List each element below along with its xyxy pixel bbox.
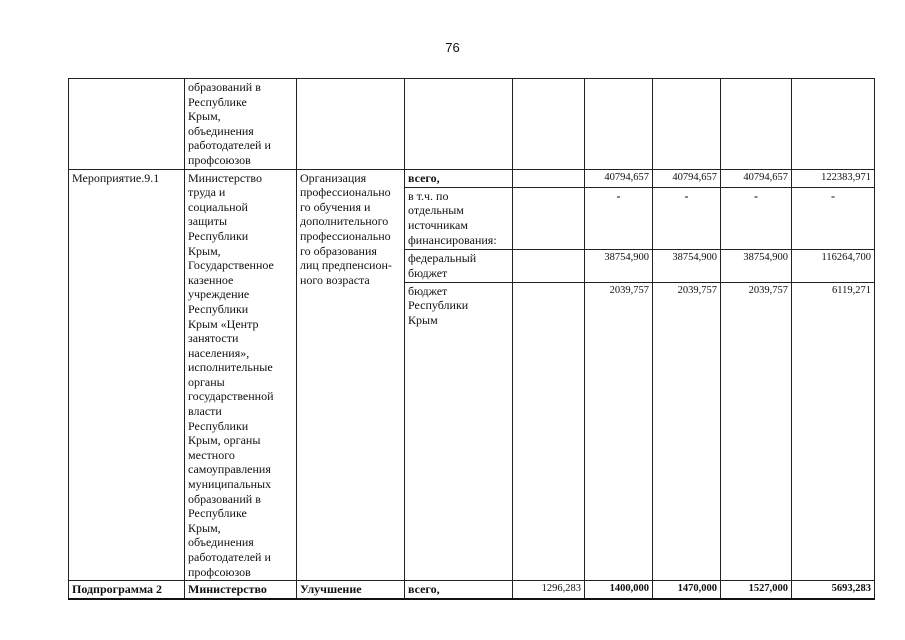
subprogram-name-cell: Подпрограмма 2: [69, 581, 185, 600]
responsible-cell: Министерство труда и социальной защиты Республики Крым, Государственное казенное учреждение Республики Крым «Центр занятости населения», исполнительные органы государственной власти Республики Крым, органы местного самоуправления муниципальных образований в Республике Крым, объединения работодателей и профсоюзов: [185, 169, 297, 581]
value-cell: [513, 282, 585, 580]
value-cell: 38754,900: [721, 250, 792, 283]
table-row: [69, 581, 875, 600]
value-cell: -: [721, 187, 792, 249]
value-cell: 40794,657: [653, 169, 721, 187]
measure-name-cell: [69, 79, 185, 170]
description-cell: Улучшение: [297, 581, 405, 600]
measure-name-cell: Мероприятие.9.1: [69, 169, 185, 581]
value-cell: [513, 250, 585, 283]
value-cell: -: [653, 187, 721, 249]
total-cell: 122383,971: [792, 169, 875, 187]
value-cell: 1527,000: [721, 581, 792, 600]
total-cell: -: [792, 187, 875, 249]
description-cell: [297, 79, 405, 170]
value-cell: 1296,283: [513, 581, 585, 600]
total-cell: 116264,700: [792, 250, 875, 283]
source-cell: в т.ч. по отдельным источникам финансирования:: [405, 187, 513, 249]
value-cell: 38754,900: [653, 250, 721, 283]
total-cell: 6119,271: [792, 282, 875, 580]
source-cell: бюджет Республики Крым: [405, 282, 513, 580]
total-cell: 5693,283: [792, 581, 875, 600]
value-cell: [653, 79, 721, 170]
source-cell: всего,: [405, 581, 513, 600]
value-cell: 40794,657: [585, 169, 653, 187]
value-cell: 2039,757: [721, 282, 792, 580]
total-cell: [792, 79, 875, 170]
value-cell: 38754,900: [585, 250, 653, 283]
value-cell: [585, 79, 653, 170]
source-cell: всего,: [405, 169, 513, 187]
value-cell: 40794,657: [721, 169, 792, 187]
value-cell: 2039,757: [585, 282, 653, 580]
page-number: 76: [445, 40, 460, 55]
responsible-cell: образований в Республике Крым, объединения работодателей и профсоюзов: [185, 79, 297, 170]
value-cell: [721, 79, 792, 170]
budget-table: [68, 78, 875, 600]
table-row: [69, 169, 875, 187]
value-cell: [513, 169, 585, 187]
table-row: [69, 79, 875, 170]
responsible-cell: Министерство: [185, 581, 297, 600]
source-cell: [405, 79, 513, 170]
source-cell: федеральный бюджет: [405, 250, 513, 283]
value-cell: [513, 187, 585, 249]
value-cell: 2039,757: [653, 282, 721, 580]
value-cell: [513, 79, 585, 170]
value-cell: 1400,000: [585, 581, 653, 600]
value-cell: -: [585, 187, 653, 249]
value-cell: 1470,000: [653, 581, 721, 600]
description-cell: Организация профессионально го обучения и дополнительного профессионально го образования лиц предпенсион- ного возраста: [297, 169, 405, 581]
